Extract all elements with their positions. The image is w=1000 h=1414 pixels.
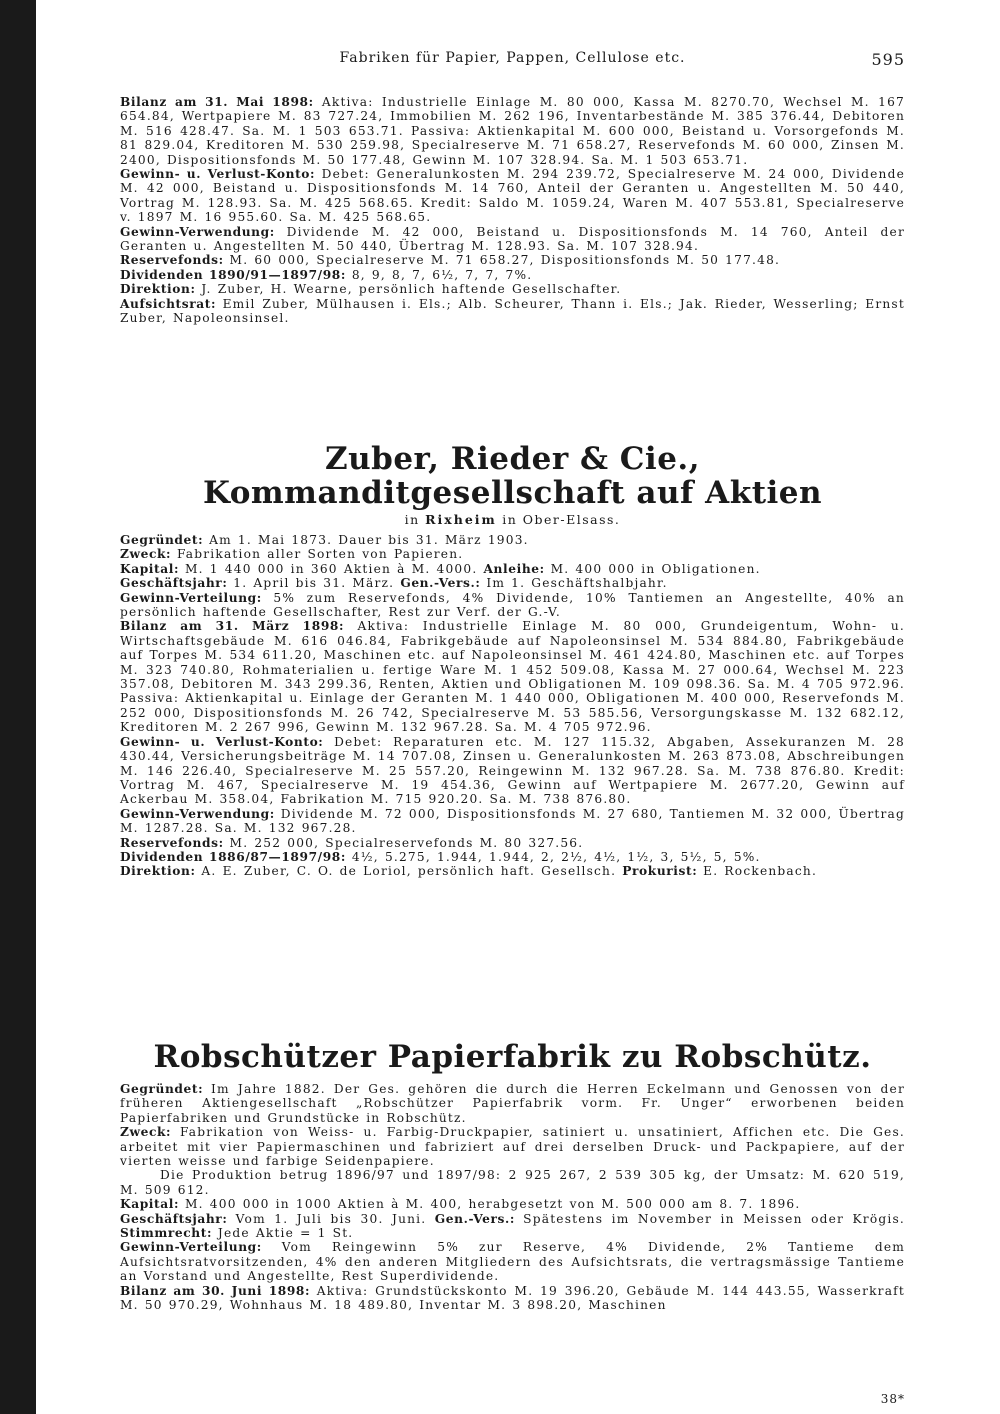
entry-gewinn-verwendung: Gewinn-Verwendung: Dividende M. 42 000, Beistand u. Dispositionsfonds M. 14 760, Anteil der Geranten u. Angestellten M. 50 440, Übertrag M. 128.93. Sa. M. 107 328.94. (120, 224, 905, 254)
entry-direktion: Direktion: A. E. Zuber, C. O. de Loriol, persönlich haft. Gesellsch. Prokurist: E. Rockenbach. (120, 864, 818, 879)
entry-gewinn-verlust: Gewinn- u. Verlust-Konto: Debet: Reparaturen etc. M. 127 115.32, Abgaben, Assekuranzen M. 28 430.44, Versicherungsbeiträge M. 14 707.08, Zinsen u. Generalunkosten M. 263 873.08, Abschreibungen M. 146 226.40, Specialreserve M. 25 557.20, Reingewinn M. 132 967.28. Sa. M. 738 876.80. Kredit: Vortrag M. 467, Specialreserve M. 19 454.36, Gewinn auf Wertpapiere M. 2677.20, Gewinn auf Ackerbau M. 358.04, Fabrikation M. 715 920.20. Sa. M. 738 876.80. (120, 734, 905, 807)
entry-zweck: Zweck: Fabrikation aller Sorten von Papieren. (120, 547, 464, 562)
entry-dividenden: Dividenden 1886/87—1897/98: 4½, 5.275, 1.944, 1.944, 2, 2½, 4½, 1½, 3, 5½, 5, 5%. (120, 849, 761, 864)
entry-gewinn-verteilung: Gewinn-Verteilung: 5% zum Reservefonds, 4% Dividende, 10% Tantiemen an Angestellte, 40% an persönlich haftende Gesellschafter, Rest zur Verf. der G.-V. (120, 590, 905, 620)
entry-gewinn-verteilung: Gewinn-Verteilung: Vom Reingewinn 5% zur Reserve, 4% Dividende, 2% Tantieme dem Aufsichtsratvorsitzenden, 4% den anderen Mitgliedern des Aufsichtsrats, die vertragsmässige Tantieme an Vorstand und Angestellte, Rest Superdividende. (120, 1240, 905, 1284)
entry-gewinn-verwendung: Gewinn-Verwendung: Dividende M. 72 000, Dispositionsfonds M. 27 680, Tantiemen M. 32 000, Übertrag M. 1287.28. Sa. M. 132 967.28. (120, 806, 905, 836)
company-location: in Rixheim in Ober-Elsass. (404, 512, 621, 527)
entry-aufsichtsrat: Aufsichtsrat: Emil Zuber, Mülhausen i. Els.; Alb. Scheurer, Thann i. Els.; Jak. Rieder, Wesserling; Ernst Zuber, Napoleonsinsel. (120, 296, 905, 326)
signature-mark: 38* (880, 1392, 905, 1406)
entry-bilanz: Bilanz am 30. Juni 1898: Aktiva: Grundstückskonto M. 19 396.20, Gebäude M. 144 443.55, Wasserkraft M. 50 970.29, Wohnhaus M. 18 489.80, Inventar M. 3 898.20, Maschinen (120, 1283, 905, 1313)
entry-produktion: Die Produktion betrug 1896/97 und 1897/98: 2 925 267, 2 539 305 kg, der Umsatz: M. 620 519, M. 509 612. (120, 1168, 905, 1197)
entry-bilanz: Bilanz am 31. Mai 1898: Aktiva: Industrielle Einlage M. 80 000, Kassa M. 8270.70, Wechsel M. 167 654.84, Wertpapiere M. 83 727.24, Immobilien M. 262 196, Inventarbestände M. 385 376.44, Debitoren M. 516 428.47. Sa. M. 1 503 653.71. Passiva: Aktienkapital M. 600 000, Beistand u. Vorsorgefonds M. 81 829.04, Kreditoren M. 530 259.98, Specialreserve M. 71 658.27, Reservefonds M. 60 000, Zinsen M. 2400, Dispositionsfonds M. 50 177.48, Gewinn M. 107 328.94. Sa. M. 1 503 653.71. (120, 95, 906, 167)
section-robschuetzer (120, 1040, 905, 1313)
page-number: 595 (871, 50, 905, 69)
entry-zweck: Zweck: Fabrikation von Weiss- u. Farbig-Druckpapier, satiniert u. unsatiniert, Affichen etc. Die Ges. arbeitet mit vier Papiermaschinen und fabriziert auf drei derselben Druck- und Packpapiere, auf der vierten weisse und farbige Seidenpapiere. (120, 1125, 905, 1169)
entry-dividenden: Dividenden 1890/91—1897/98: 8, 9, 8, 7, 6½, 7, 7, 7%. (120, 267, 533, 282)
scan-edge (0, 0, 36, 1414)
page-header (120, 50, 905, 70)
entry-gewinn-verlust: Gewinn- u. Verlust-Konto: Debet: Generalunkosten M. 294 239.72, Specialreserve M. 24 000, Dividende M. 42 000, Beistand u. Dispositionsfonds M. 14 760, Anteil der Geranten u. Angestellten M. 50 440, Vortrag M. 128.93. Sa. M. 425 568.65. Kredit: Saldo M. 1059.24, Waren M. 407 553.81, Specialreserve v. 1897 M. 16 955.60. Sa. M. 425 568.65. (120, 167, 905, 225)
entry-kapital: Kapital: M. 400 000 in 1000 Aktien à M. 400, herabgesetzt von M. 500 000 am 8. 7. 1896. (120, 1197, 801, 1212)
entry-kapital: Kapital: M. 1 440 000 in 360 Aktien à M. 4000. Anleihe: M. 400 000 in Obligationen. (120, 561, 761, 576)
company-heading: Robschützer Papierfabrik zu Robschütz. (153, 1039, 872, 1075)
running-title: Fabriken für Papier, Pappen, Cellulose etc. (339, 50, 686, 66)
location-place: Rixheim (425, 512, 497, 527)
entry-reservefonds: Reservefonds: M. 252 000, Specialreservefonds M. 80 327.56. (120, 835, 584, 850)
entry-geschaeftsjahr: Geschäftsjahr: 1. April bis 31. März. Gen.-Vers.: Im 1. Geschäftshalbjahr. (120, 576, 668, 591)
section-zuber-rieder (120, 442, 905, 879)
entry-gegruendet: Gegründet: Am 1. Mai 1873. Dauer bis 31. März 1903. (120, 533, 529, 547)
entry-gegruendet: Gegründet: Im Jahre 1882. Der Ges. gehören die durch die Herren Eckelmann und Genossen von der früheren Aktiengesellschaft „Robschützer Papierfabrik vorm. Fr. Unger“ erworbenen beiden Papierfabriken und Grundstücke in Robschütz. (120, 1082, 905, 1125)
section-previous-company (120, 95, 905, 326)
entry-direktion: Direktion: J. Zuber, H. Wearne, persönlich haftende Gesellschafter. (120, 282, 622, 297)
entry-bilanz: Bilanz am 31. März 1898: Aktiva: Industrielle Einlage M. 80 000, Grundeigentum, Wohn- u. Wirtschaftsgebäude M. 616 046.84, Fabrikgebäude auf Napoleonsinsel M. 534 884.80, Fabrikgebäude auf Torpes M. 534 611.20, Maschinen etc. auf Napoleonsinsel M. 461 424.80, Maschinen etc. auf Torpes M. 323 740.80, Rohmaterialien u. fertige Ware M. 1 452 509.08, Kassa M. 27 000.64, Wechsel M. 223 357.08, Debitoren M. 343 299.36, Renten, Aktien und Obligationen M. 109 098.36. Sa. M. 4 705 972.96. Passiva: Aktienkapital u. Einlage der Geranten M. 1 440 000, Obligationen M. 400 000, Reservefonds M. 252 000, Dispositionsfonds M. 26 742, Specialreserve M. 53 585.56, Versorgungskasse M. 132 682.12, Kreditoren M. 2 267 996, Gewinn M. 132 967.28. Sa. M. 4 705 972.96. (120, 619, 905, 735)
entry-geschaeftsjahr: Geschäftsjahr: Vom 1. Juli bis 30. Juni. Gen.-Vers.: Spätestens im November in Meissen oder Krögis. Stimmrecht: Jede Aktie = 1 St. (120, 1211, 906, 1241)
entry-reservefonds: Reservefonds: M. 60 000, Specialreserve M. 71 658.27, Dispositionsfonds M. 50 177.48. (120, 253, 781, 268)
company-heading: Zuber, Rieder & Cie., Kommanditgesellschaft auf Aktien (202, 441, 823, 511)
